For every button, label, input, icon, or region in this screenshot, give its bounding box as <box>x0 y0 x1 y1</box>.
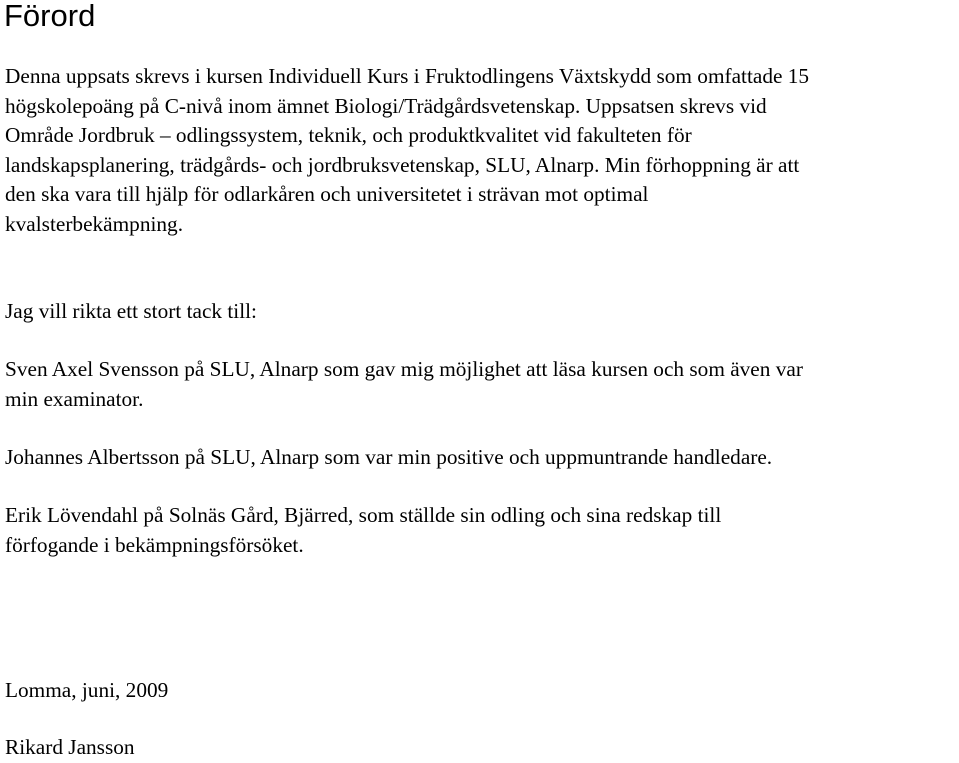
thanks-line: min examinator. <box>5 386 144 411</box>
intro-line: Område Jordbruk – odlingssystem, teknik, och produktkvalitet vid fakulteten för <box>5 123 692 148</box>
thanks-paragraph-1 <box>5 355 803 414</box>
intro-line: högskolepoäng på C-nivå inom ämnet Biologi/Trädgårdsvetenskap. Uppsatsen skrevs vid <box>5 93 767 118</box>
place-date: Lomma, juni, 2009 <box>5 678 169 702</box>
thanks-line: Erik Lövendahl på Solnäs Gård, Bjärred, som ställde sin odling och sina redskap till <box>5 503 722 527</box>
thanks-paragraph-2: Johannes Albertsson på SLU, Alnarp som var min positive och uppmuntrande handledare. <box>5 445 773 469</box>
intro-line: Denna uppsats skrevs i kursen Individuell Kurs i Fruktodlingens Växtskydd som omfattade 15 <box>5 64 810 88</box>
intro-line: kvalsterbekämpning. <box>5 211 184 236</box>
thanks-line: Sven Axel Svensson på SLU, Alnarp som gav mig möjlighet att läsa kursen och som även var <box>5 357 803 381</box>
intro-line: landskapsplanering, trädgårds- och jordbruksvetenskap, SLU, Alnarp. Min förhoppning är att <box>5 152 800 177</box>
thanks-line: förfogande i bekämpningsförsöket. <box>5 532 304 557</box>
thanks-intro: Jag vill rikta ett stort tack till: <box>5 299 257 323</box>
page-title: Förord <box>4 0 96 33</box>
author-name: Rikard Jansson <box>5 735 135 759</box>
intro-paragraph <box>5 62 809 240</box>
thanks-paragraph-3 <box>5 501 721 560</box>
intro-line: den ska vara till hjälp för odlarkåren och universitetet i strävan mot optimal <box>5 182 649 207</box>
